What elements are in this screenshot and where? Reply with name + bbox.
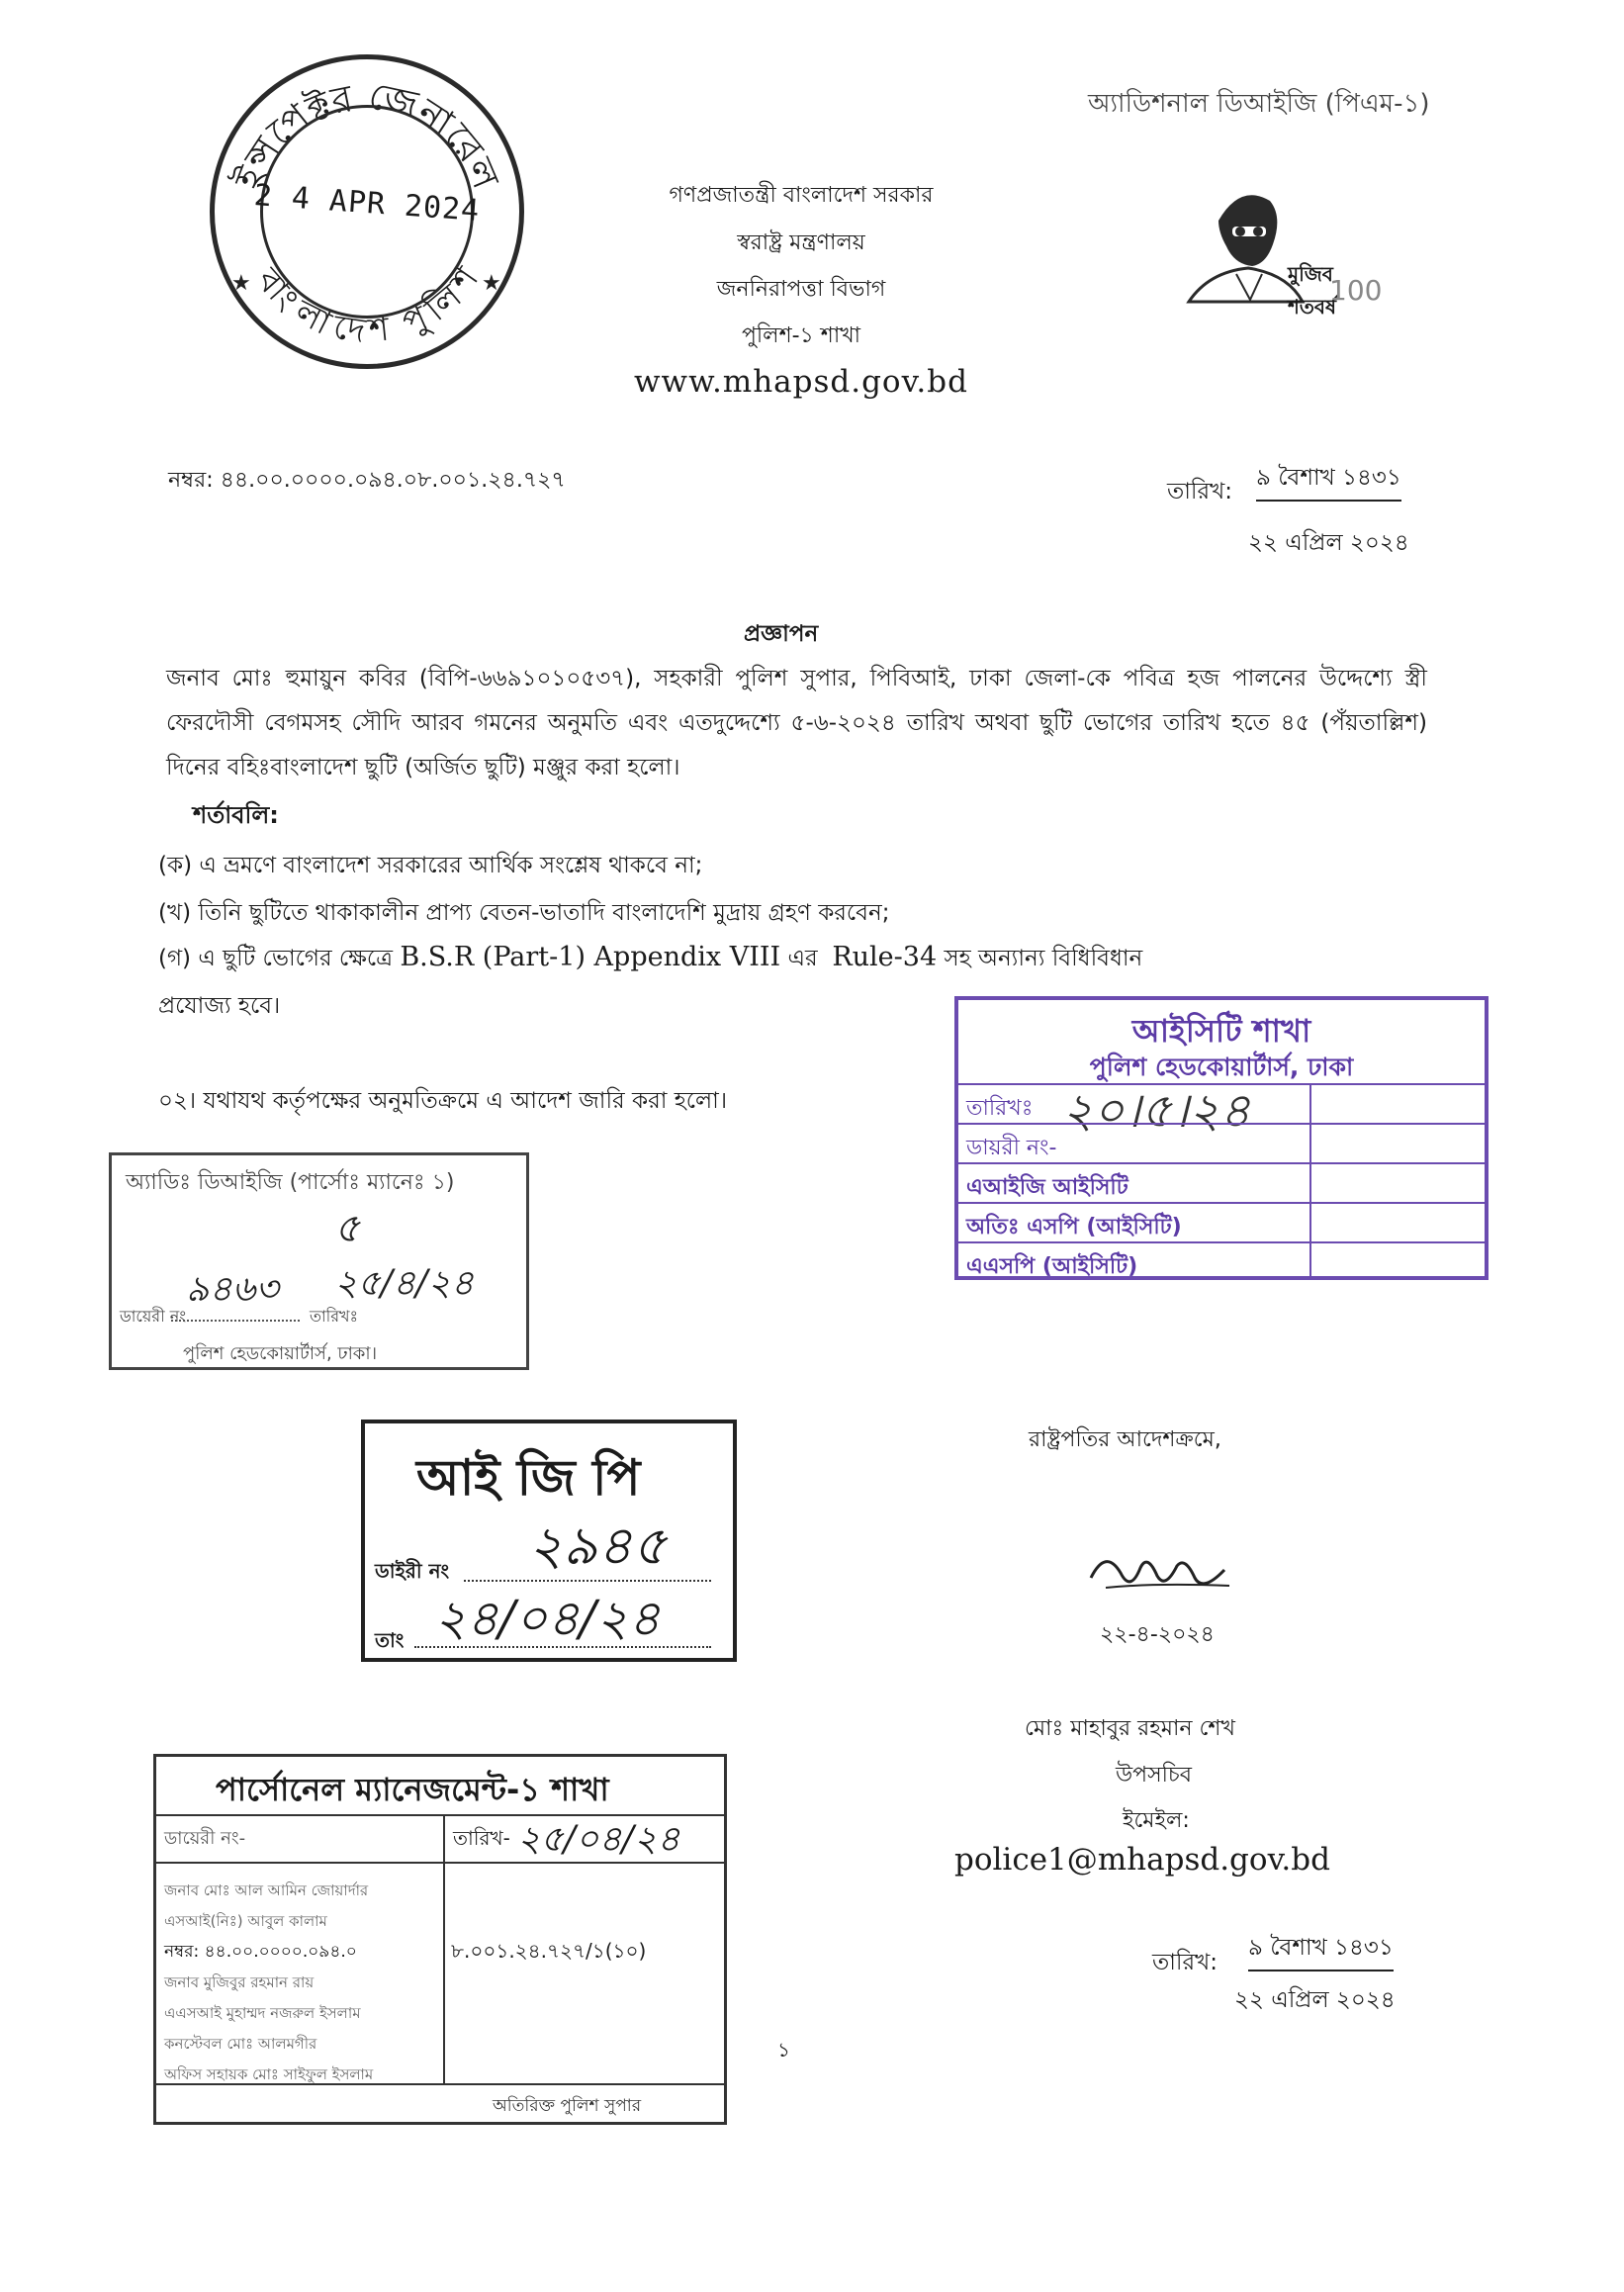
personnel-management-stamp — [153, 1754, 727, 2125]
pers-stamp-title: পার্সোনেল ম্যানেজমেন্ট-১ শাখা — [216, 1771, 609, 1808]
pers-diary-row — [156, 1814, 724, 1864]
header-division: জননিরাপত্তা বিভাগ — [716, 277, 886, 302]
pers-header — [156, 1757, 724, 1816]
condition-ga-rule-b: Rule-34 — [832, 942, 938, 972]
igp-handwritten-date: ২৪/০৪/২৪ — [434, 1590, 661, 1647]
diary-number-line — [171, 1320, 300, 1322]
diary-stamp-title: অ্যাডিঃ ডিআইজি (পার্সোঃ ম্যানেঃ ১) — [126, 1170, 455, 1195]
igp-date-label: তাং — [375, 1628, 405, 1652]
pers-row: কনস্টেবল মোঃ আলমগীর — [164, 2035, 317, 2053]
pers-row: জনাব মোঃ আল আমিন জোয়ার্দার — [164, 1881, 369, 1899]
pers-rows — [164, 1876, 441, 2090]
ict-row-date — [958, 1083, 1485, 1139]
ict-row-label: এএসপি (আইসিটি) — [966, 1254, 1138, 1279]
page-number: ১ — [777, 2038, 790, 2062]
igp-diary-label: ডাইরী নং — [375, 1559, 450, 1583]
diary-handwritten-number: ৯৪৬৩ — [186, 1269, 279, 1310]
ict-row-aig — [958, 1162, 1485, 1204]
header-website: www.mhapsd.gov.bd — [634, 364, 968, 400]
addl-dig-diary-stamp — [109, 1152, 529, 1370]
order-line: ০২। যথাযথ কর্তৃপক্ষের অনুমতিক্রমে এ আদেশ জারি করা হলো। — [158, 1088, 728, 1114]
memo-date-bangla: ৯ বৈশাখ ১৪৩১ — [1256, 459, 1401, 502]
signatory-designation: উপসচিব — [1116, 1763, 1193, 1788]
second-date-english: ২২ এপ্রিল ২০২৪ — [1234, 1987, 1396, 2013]
seal-top-text: ইন্সপেক্টর জেনারেল — [226, 73, 508, 195]
ict-row-asp — [958, 1241, 1485, 1278]
condition-ga-suffix: সহ অন্যান্য বিধিবিধান — [944, 946, 1143, 971]
ict-handwritten-date: ২০।৫।২৪ — [1062, 1083, 1251, 1139]
seal-star-left: ★ — [231, 271, 251, 296]
ict-row-label: ডায়রী নং- — [966, 1136, 1057, 1160]
notice-title: প্রজ্ঞাপন — [744, 621, 819, 647]
mujib-centenary-logo — [1179, 183, 1383, 319]
signature-icon — [1086, 1538, 1234, 1607]
ict-stamp-subtitle: পুলিশ হেডকোয়ার্টার্স, ঢাকা — [1089, 1053, 1354, 1081]
seal-bottom-text: বাংলাদেশ পুলিশ — [247, 259, 488, 351]
pers-row: জনাব মুজিবুর রহমান রায় — [164, 1973, 315, 1991]
ict-row-label: অতিঃ এসপি (আইসিটি) — [966, 1215, 1182, 1239]
ict-row-label: এআইজি আইসিটি — [966, 1175, 1128, 1200]
ict-stamp-title: আইসিটি শাখা — [1131, 1012, 1311, 1050]
diary-handwritten-mark: ৫ — [334, 1206, 360, 1251]
memo-number: নম্বর: ৪৪.০০.০০০০.০৯৪.০৮.০০১.২৪.৭২৭ — [168, 468, 566, 493]
condition-ga-rule-a: B.S.R (Part-1) Appendix VIII — [400, 942, 781, 972]
conditions-heading: শর্তাবলি: — [193, 801, 279, 829]
pers-row: অফিস সহায়ক মোঃ সাইফুল ইসলাম — [164, 2065, 374, 2083]
memo-date-label: তারিখ: — [1167, 479, 1233, 504]
signatory-name: মোঃ মাহাবুর রহমান শেখ — [1025, 1716, 1235, 1741]
ict-row-diary — [958, 1123, 1485, 1164]
condition-ga-mid: এর — [787, 946, 818, 971]
seal-star-right: ★ — [482, 271, 501, 296]
handwritten-signature — [1086, 1538, 1234, 1611]
second-date-label: তারিখ: — [1152, 1950, 1218, 1975]
header-ministry: স্বরাষ্ট্র মন্ত্রণালয় — [737, 230, 865, 255]
diary-handwritten-date: ২৫/৪/২৪ — [334, 1263, 475, 1304]
logo-number: 100 — [1329, 274, 1383, 307]
condition-ga-prefix: (গ) এ ছুটি ভোগের ক্ষেত্রে — [158, 946, 394, 971]
condition-ga-line2: প্রযোজ্য হবে। — [158, 993, 281, 1019]
diary-stamp-footer: পুলিশ হেডকোয়ার্টার্স, ঢাকা। — [183, 1343, 378, 1364]
pers-handwritten-date: ২৫/০৪/২৪ — [517, 1819, 680, 1860]
igp-stamp-title: আই জি পি — [416, 1449, 641, 1507]
presidential-order-line: রাষ্ট্রপতির আদেশক্রমে, — [1029, 1427, 1221, 1452]
diary-date-label: তারিখঃ — [310, 1307, 359, 1326]
pers-stamp-footer: অতিরিক্ত পুলিশ সুপার — [493, 2096, 642, 2116]
seal-date: 2 4 APR 2024 — [252, 178, 482, 229]
condition-ga — [158, 940, 1142, 978]
logo-text: মুজিব শতবর্ষ — [1288, 262, 1336, 319]
second-date-bangla: ৯ বৈশাখ ১৪৩১ — [1248, 1929, 1394, 1971]
pers-memo-continuation: ৮.০০১.২৪.৭২৭/১(১০) — [451, 1939, 647, 1963]
inspector-general-seal — [210, 54, 524, 369]
condition-kha: (খ) তিনি ছুটিতে থাকাকালীন প্রাপ্য বেতন-ভাতাদি বাংলাদেশি মুদ্রায় গ্রহণ করবেন; — [158, 900, 890, 926]
ict-branch-stamp — [954, 996, 1489, 1280]
notice-paragraph: জনাব মোঃ হুমায়ুন কবির (বিপি-৬৬৯১০১০৫৩৭), সহকারী পুলিশ সুপার, পিবিআই, ঢাকা জেলা-কে পবিত্র হজ পালনের উদ্দেশ্যে স্ত্রী ফেরদৌসী বেগমসহ সৌদি আরব গমনের অনুমতি এবং এতদুদ্দেশ্যে ৫-৬-২০২৪ তারিখ অথবা ছুটি ভোগের তারিখ হতে ৪৫ (পঁয়তাল্লিশ) দিনের বহিঃবাংলাদেশ ছুটি (অর্জিত ছুটি) মঞ্জুর করা হলো। — [166, 666, 1427, 780]
igp-diary-number: ২৯৪৫ — [528, 1514, 668, 1577]
pers-row-memo-number: নম্বর: ৪৪.০০.০০০০.০৯৪.০ — [164, 1942, 357, 1962]
header-branch: পুলিশ-১ শাখা — [741, 323, 861, 348]
signatory-email: police1@mhapsd.gov.bd — [954, 1842, 1330, 1878]
igp-diary-stamp — [361, 1420, 737, 1662]
condition-ka: (ক) এ ভ্রমণে বাংলাদেশ সরকারের আর্থিক সংশ্লেষ থাকবে না; — [158, 853, 703, 878]
signature-date: ২২-৪-২০২৪ — [1100, 1622, 1215, 1647]
email-label: ইমেইল: — [1123, 1808, 1190, 1833]
ict-row-label: তারিখঃ — [966, 1096, 1034, 1121]
pers-diary-label: ডায়েরী নং- — [164, 1828, 246, 1849]
top-right-note: অ্যাডিশনাল ডিআইজি (পিএম-১) — [1088, 89, 1430, 119]
diary-number-label: ডায়েরী নং — [120, 1307, 187, 1326]
pers-row: এসআই(নিঃ) আবুল কালাম — [164, 1912, 327, 1930]
pers-row: এএসআই মুহাম্মদ নজরুল ইসলাম — [164, 2004, 361, 2022]
header-government: গণপ্রজাতন্ত্রী বাংলাদেশ সরকার — [669, 183, 934, 208]
ict-row-addl-sp — [958, 1202, 1485, 1243]
memo-date-english: ২২ এপ্রিল ২০২৪ — [1248, 530, 1409, 556]
pers-date-label: তারিখ- — [453, 1826, 510, 1850]
